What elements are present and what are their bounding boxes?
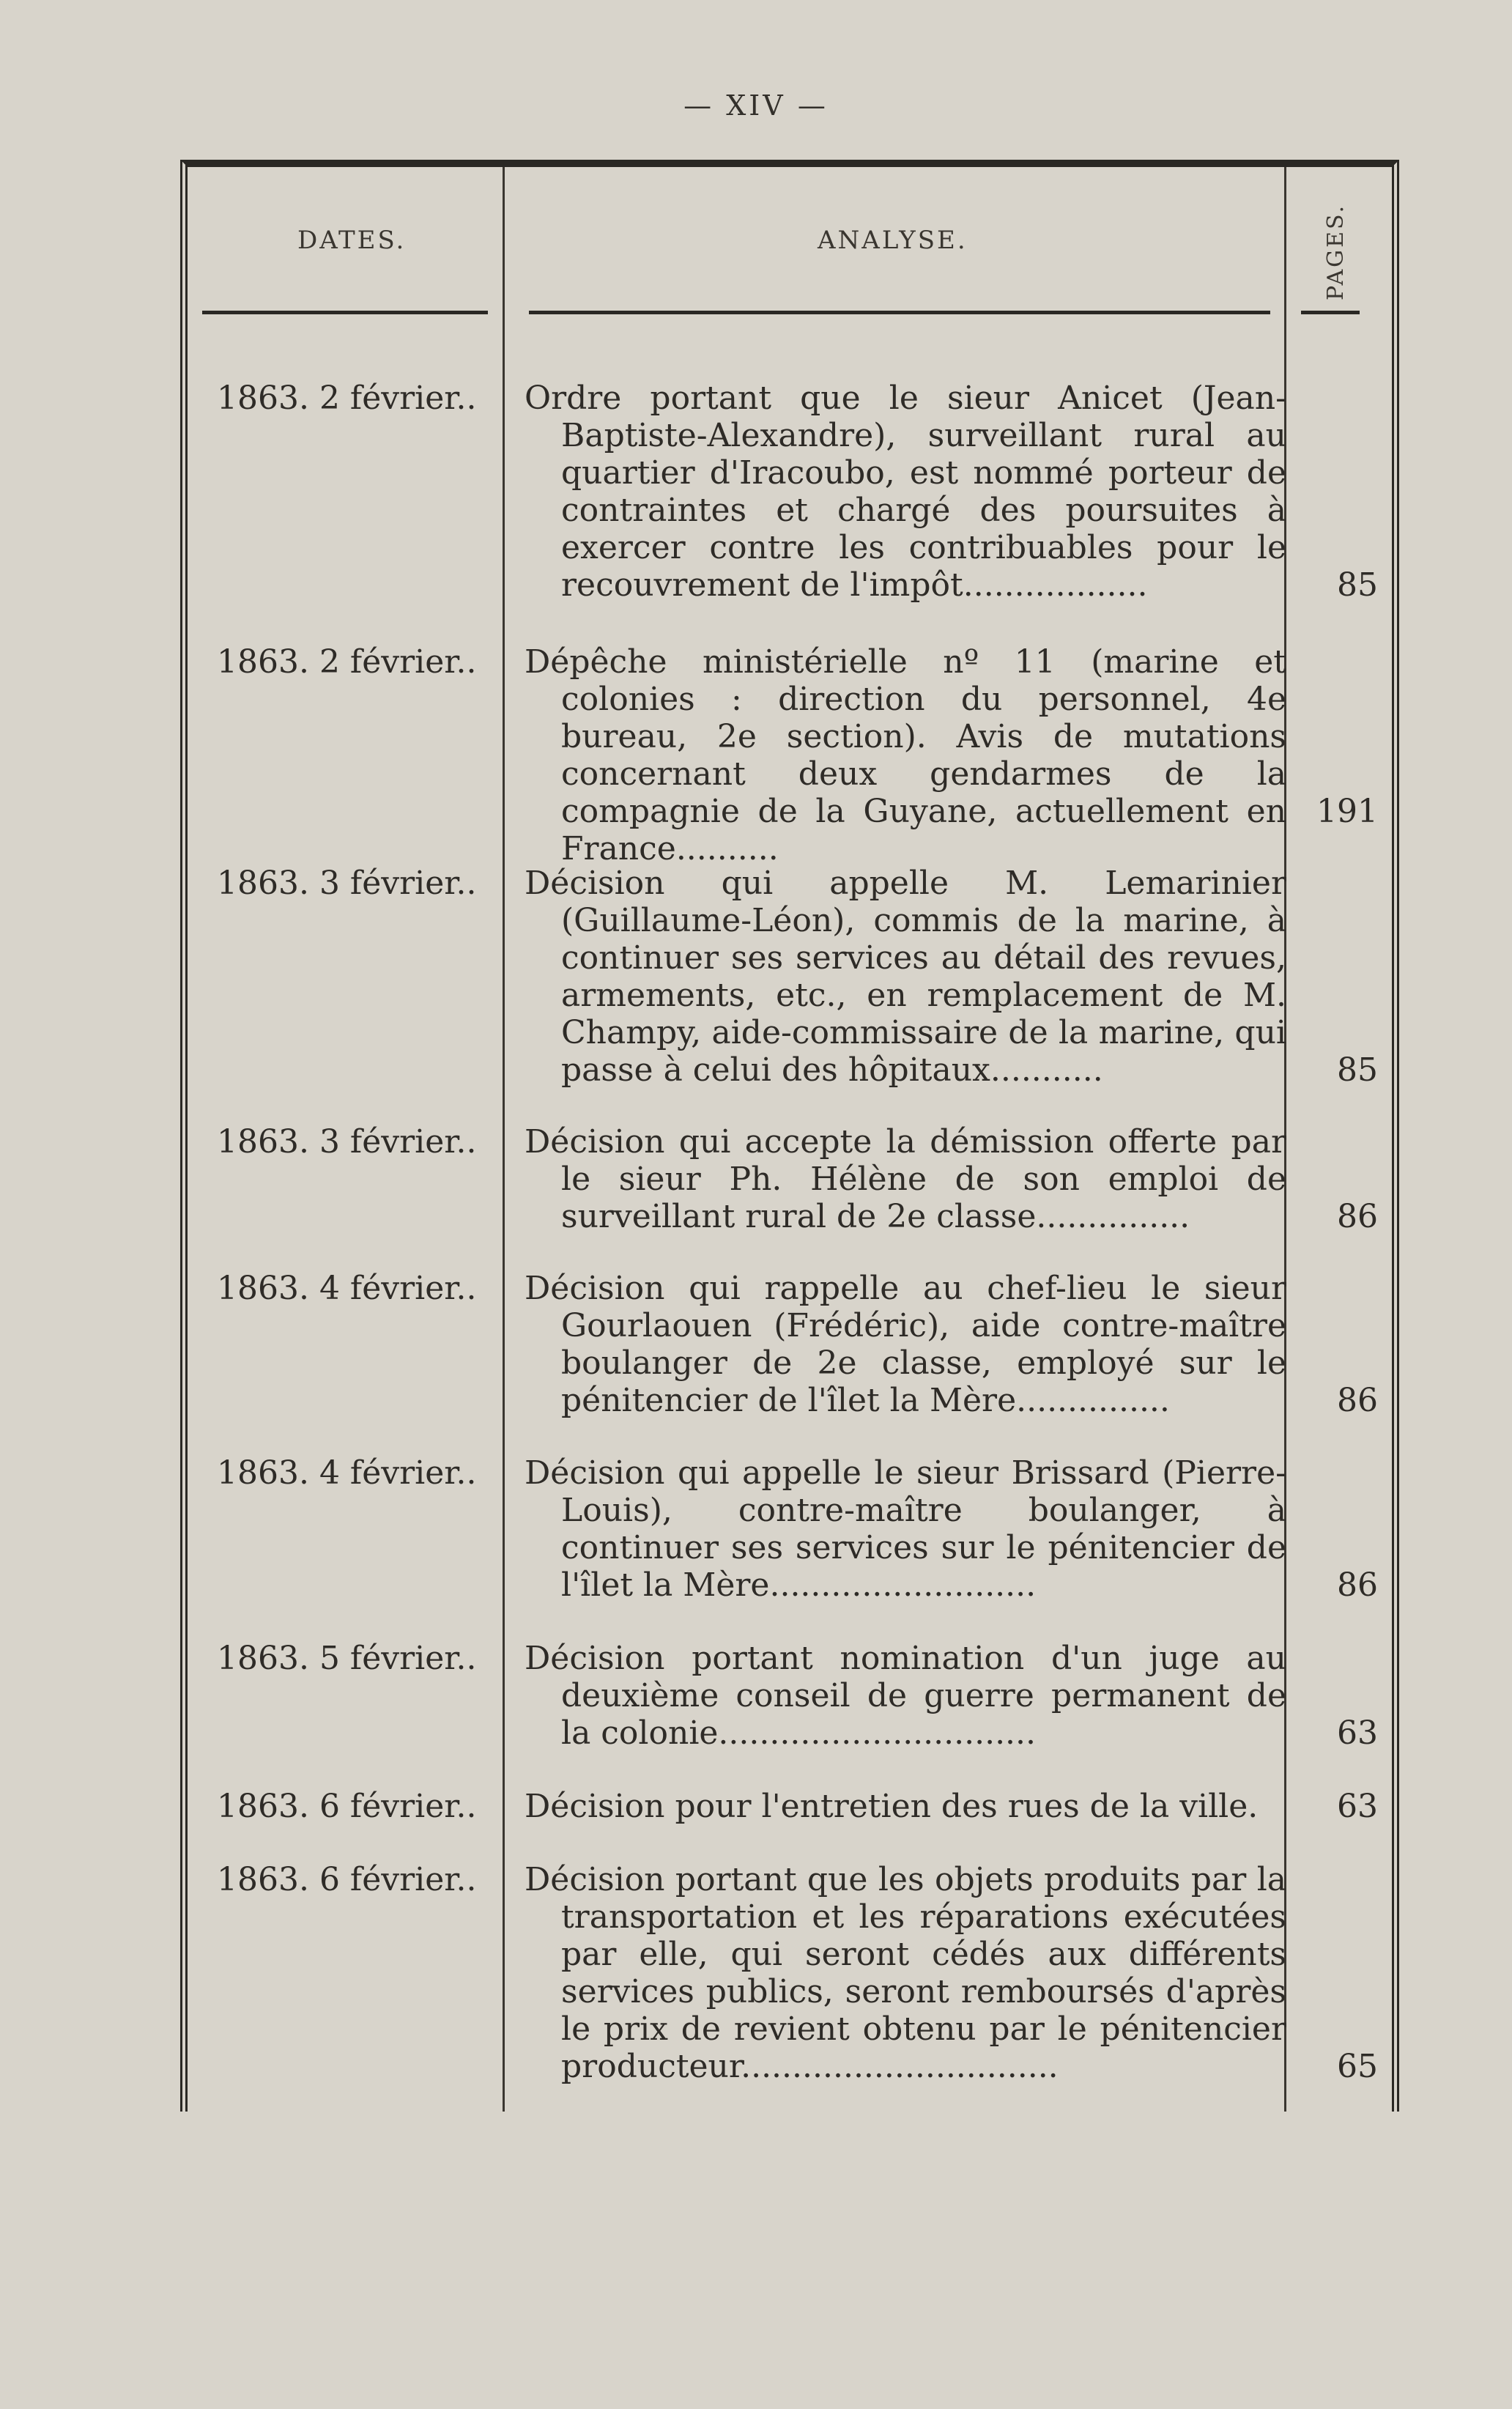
- entry-date: 1863. 2 février..: [217, 380, 477, 417]
- header-rule: [202, 311, 488, 314]
- entry-date: 1863. 3 février..: [217, 1123, 477, 1161]
- column-header-analyse: ANALYSE.: [818, 226, 968, 255]
- column-divider: [503, 167, 505, 2112]
- entry-page: 86: [1337, 1566, 1378, 1604]
- entry-page: 65: [1337, 2048, 1378, 2085]
- entry-page: 191: [1316, 793, 1378, 830]
- entry-analysis: Dépêche ministérielle nº 11 (marine et colonies : direction du personnel, 4e bureau, 2e section). Avis de mutations concernant deux gendarmes de la compagnie de la Guyane, actuellement en France..........: [525, 643, 1286, 867]
- column-header-dates: DATES.: [297, 226, 407, 255]
- entry-date: 1863. 6 février..: [217, 1788, 477, 1825]
- entry-date: 1863. 5 février..: [217, 1640, 477, 1677]
- entry-analysis: Décision qui appelle M. Lemarinier (Guillaume-Léon), commis de la marine, à continuer ses services au détail des revues, armements, etc., en remplacement de M. Champy, aide-commissaire de la marine, qui passe à celui des hôpitaux...........: [525, 865, 1286, 1089]
- entry-analysis: Décision portant nomination d'un juge au deuxième conseil de guerre permanent de la colonie...............................: [525, 1640, 1286, 1752]
- header-rule: [529, 311, 1270, 314]
- page-number-header: — XIV —: [683, 89, 829, 122]
- entry-analysis: Ordre portant que le sieur Anicet (Jean-Baptiste-Alexandre), surveillant rural au quartier d'Iracoubo, est nommé porteur de contraintes et chargé des poursuites à exercer contre les contribuables pour le recouvrement de l'impôt..................: [525, 380, 1286, 604]
- entry-date: 1863. 6 février..: [217, 1861, 477, 1898]
- entry-analysis: Décision pour l'entretien des rues de la ville.: [525, 1788, 1259, 1825]
- entry-analysis: Décision qui accepte la démission offerte par le sieur Ph. Hélène de son emploi de surveillant rural de 2e classe...............: [525, 1123, 1286, 1235]
- entry-date: 1863. 4 février..: [217, 1270, 477, 1307]
- entry-page: 86: [1337, 1382, 1378, 1419]
- entry-analysis: Décision qui appelle le sieur Brissard (Pierre-Louis), contre-maître boulanger, à continuer ses services sur le pénitencier de l'îlet la Mère..........................: [525, 1454, 1286, 1604]
- entry-page: 86: [1337, 1198, 1378, 1235]
- entry-date: 1863. 3 février..: [217, 865, 477, 902]
- table-of-contents: [180, 160, 1399, 2112]
- column-header-pages: PAGES.: [1323, 204, 1349, 300]
- header-rule: [1301, 311, 1360, 314]
- entry-date: 1863. 2 février..: [217, 643, 477, 681]
- entry-page: 63: [1337, 1788, 1378, 1825]
- entry-date: 1863. 4 février..: [217, 1454, 477, 1492]
- entry-page: 85: [1337, 1051, 1378, 1089]
- entry-page: 85: [1337, 566, 1378, 604]
- entry-page: 63: [1337, 1714, 1378, 1752]
- entry-analysis: Décision portant que les objets produits par la transportation et les réparations exécutées par elle, qui seront cédés aux différents services publics, seront remboursés d'après le prix de revient obtenu par le pénitencier producteur...............................: [525, 1861, 1286, 2085]
- entry-analysis: Décision qui rappelle au chef-lieu le sieur Gourlaouen (Frédéric), aide contre-maître boulanger de 2e classe, employé sur le pénitencier de l'îlet la Mère...............: [525, 1270, 1286, 1419]
